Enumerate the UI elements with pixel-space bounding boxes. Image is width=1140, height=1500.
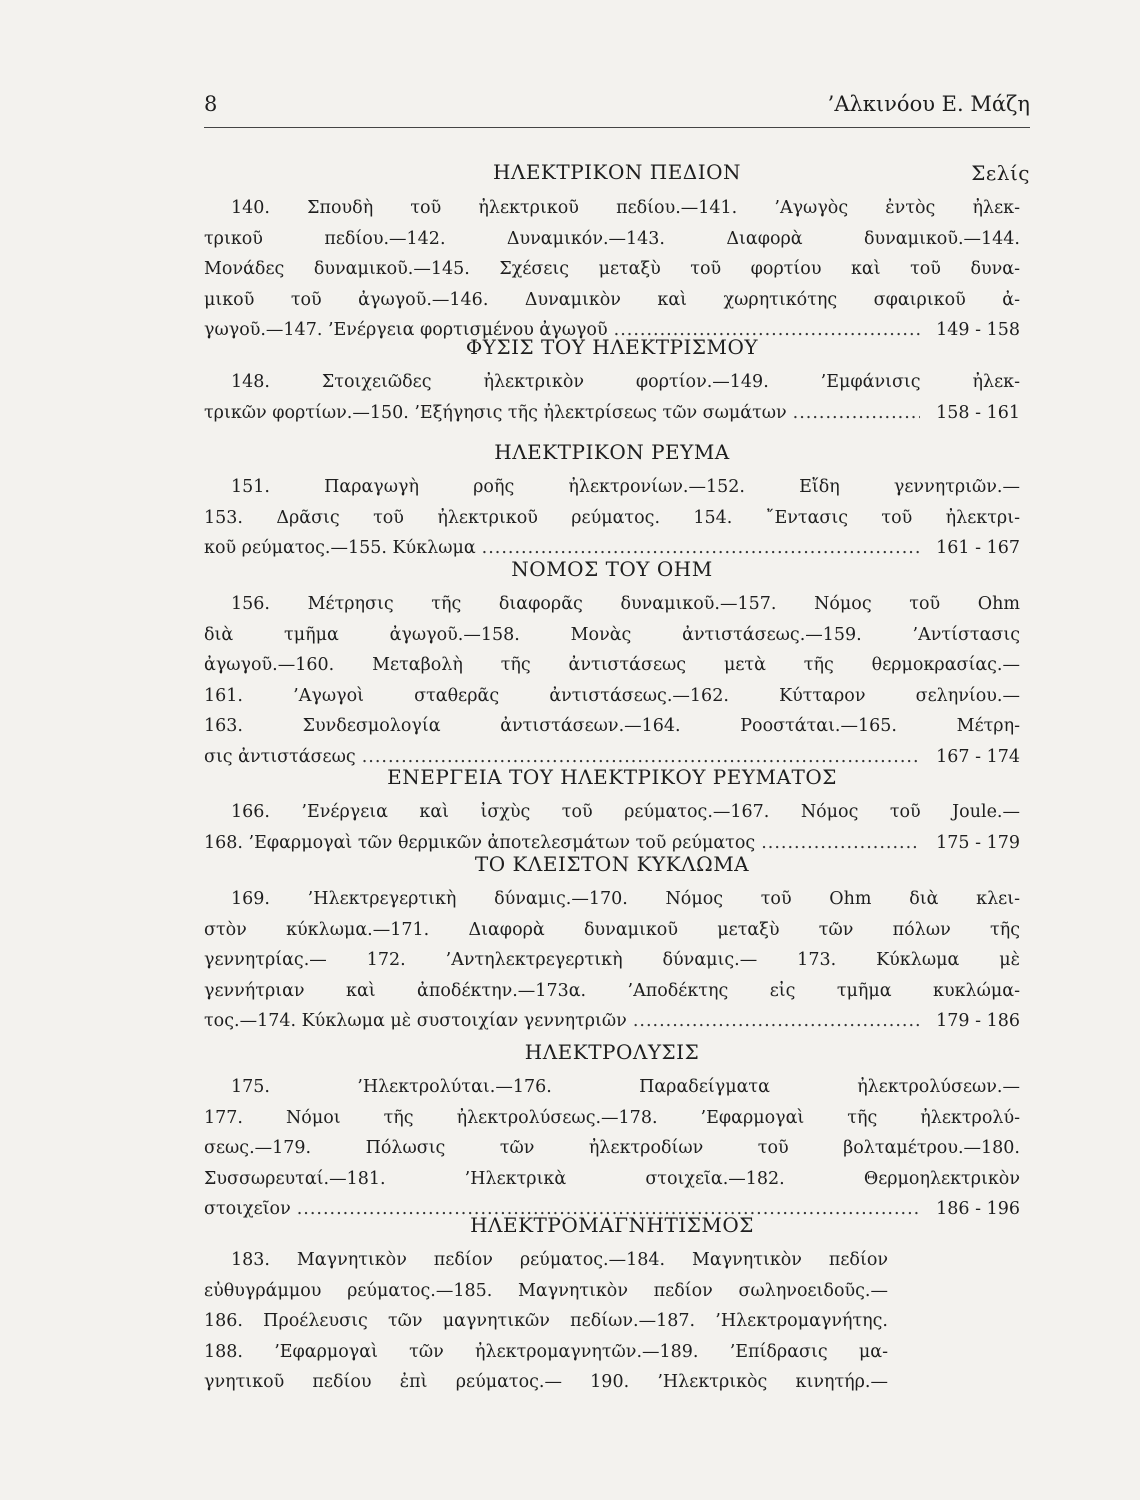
entry-text: Συσσωρευταί.—181. ’Ηλεκτρικὰ στοιχεῖα.—182. Θερμοηλεκτρικὸν (204, 1168, 1020, 1189)
section-entry (204, 193, 1020, 346)
entry-line (204, 1133, 1020, 1164)
section-title: ΗΛΕΚΤΡΟΜΑΓΝΗΤΙΣΜΟΣ (470, 1213, 754, 1237)
entry-text: 169. ’Ηλεκτρεγερτικὴ δύναμις.—170. Νόμος τοῦ Ohm διὰ κλει- (231, 889, 1020, 909)
entry-line (204, 1337, 888, 1368)
page-range: 167 - 174 (936, 746, 1020, 767)
entry-line (204, 620, 1020, 651)
entry-text: 151. Παραγωγὴ ροῆς ἠλεκτρονίων.—152. Εἴδη γεννητριῶν.— (231, 477, 1020, 497)
entry-text: 166. ’Ενέργεια καὶ ἰσχὺς τοῦ ρεύματος.—167. Νόμος τοῦ Joule.— (231, 802, 1020, 822)
page-range: 175 - 179 (936, 832, 1020, 853)
page-range: 179 - 186 (936, 1011, 1020, 1031)
entry-line (204, 945, 1020, 976)
page-range: 161 - 167 (936, 538, 1020, 558)
entry-text: 153. Δρᾶσις τοῦ ἠλεκτρικοῦ ρεύματος. 154. ῎Εντασις τοῦ ἠλεκτρι- (204, 507, 1020, 528)
header-rule (204, 127, 1030, 128)
entry-text: τρικῶν φορτίων.—150. ’Εξήγησις τῆς ἠλεκτρίσεως τῶν σωμάτων (204, 402, 787, 423)
entry-text: 175. ’Ηλεκτρολύται.—176. Παραδείγματα ἠλεκτρολύσεων.— (231, 1077, 1020, 1097)
entry-text: γωγοῦ.—147. ’Ενέργεια φορτισμένου ἀγωγοῦ (204, 320, 608, 340)
section-entry (204, 589, 1020, 772)
entry-text: σεως.—179. Πόλωσις τῶν ἠλεκτροδίων τοῦ βολταμέτρου.—180. (204, 1138, 1020, 1158)
entry-line (204, 1306, 888, 1337)
entry-text: 161. ’Αγωγοὶ σταθερᾶς ἀντιστάσεως.—162. Κύτταρον σεληνίου.— (204, 685, 1020, 706)
entry-text: 156. Μέτρησις τῆς διαφορᾶς δυναμικοῦ.—157. Νόμος τοῦ Ohm (231, 594, 1020, 614)
page-number: 8 (204, 92, 218, 116)
entry-line (204, 1164, 1020, 1195)
entry-text: 183. Μαγνητικὸν πεδίον ρεύματος.—184. Μαγνητικὸν πεδίον (231, 1250, 888, 1270)
dot-leader (793, 398, 920, 429)
entry-line (204, 884, 1020, 915)
entry-text: 186. Προέλευσις τῶν μαγνητικῶν πεδίων.—187. ’Ηλεκτρομαγνήτης. (204, 1311, 888, 1331)
entry-line (204, 193, 1020, 224)
section-title: ΦΥΣΙΣ ΤΟΥ ΗΛΕΚΤΡΙΣΜΟΥ (465, 335, 759, 359)
entry-text: γνητικοῦ πεδίου ἐπὶ ρεύματος.— 190. ’Ηλεκτρικὸς κινητήρ.— (204, 1372, 888, 1392)
section-title: ΝΟΜΟΣ ΤΟΥ ΟΗΜ (511, 557, 713, 581)
entry-line (204, 398, 1020, 429)
entry-line (204, 1103, 1020, 1134)
entry-line (204, 1245, 888, 1276)
entry-text: μικοῦ τοῦ ἀγωγοῦ.—146. Δυναμικὸν καὶ χωρητικότης σφαιρικοῦ ἀ- (204, 289, 1020, 310)
entry-line (204, 681, 1020, 712)
entry-text: κοῦ ρεύματος.—155. Κύκλωμα (204, 538, 476, 558)
entry-text: στοιχεῖον (204, 1199, 291, 1219)
section-title: ΗΛΕΚΤΡΟΛΥΣΙΣ (524, 1040, 700, 1064)
page-range: 149 - 158 (936, 320, 1020, 340)
section-title: ΗΛΕΚΤΡΙΚΟΝ ΠΕΔΙΟΝ Σελίς (492, 160, 1030, 185)
entry-text: τρικοῦ πεδίου.—142. Δυναμικόν.—143. Διαφορὰ δυναμικοῦ.—144. (204, 228, 1020, 249)
entry-text: 140. Σπουδὴ τοῦ ἠλεκτρικοῦ πεδίου.—141. ’Αγωγὸς ἐντὸς ἠλεκ- (231, 198, 1020, 218)
entry-line (204, 367, 1020, 398)
entry-text: διὰ τμῆμα ἀγωγοῦ.—158. Μονὰς ἀντιστάσεως.—159. ’Αντίστασις (204, 624, 1020, 645)
section-entry (204, 884, 1020, 1037)
entry-text: 168. ’Εφαρμογαὶ τῶν θερμικῶν ἀποτελεσμάτων τοῦ ρεύματος (204, 832, 756, 853)
section-title: ΕΝΕΡΓΕΙΑ ΤΟΥ ΗΛΕΚΤΡΙΚΟΥ ΡΕΥΜΑΤΟΣ (387, 765, 837, 789)
entry-text: τος.—174. Κύκλωμα μὲ συστοιχίαν γεννητριῶν (204, 1011, 627, 1031)
entry-text: 148. Στοιχειῶδες ἠλεκτρικὸν φορτίον.—149. ’Εμφάνισις ἠλεκ- (231, 372, 1020, 392)
page-range: 186 - 196 (936, 1199, 1020, 1219)
entry-line (204, 711, 1020, 742)
entry-text: σις ἀντιστάσεως (204, 746, 356, 767)
section-entry (204, 797, 1020, 858)
entry-line (204, 472, 1020, 503)
entry-line (204, 650, 1020, 681)
pages-column-label: Σελίς (971, 161, 1030, 185)
entry-text: γεννήτριαν καὶ ἀποδέκτην.—173α. ’Αποδέκτης εἰς τμῆμα κυκλώμα- (204, 980, 1020, 1001)
section-entry (204, 367, 1020, 428)
running-head: ’Αλκινόου Ε. Μάζη (827, 92, 1030, 116)
entry-line (204, 254, 1020, 285)
entry-text: 163. Συνδεσμολογία ἀντιστάσεων.—164. Ροοστάται.—165. Μέτρη- (204, 716, 1020, 736)
entry-line (204, 503, 1020, 534)
entry-line (204, 224, 1020, 255)
entry-text: στὸν κύκλωμα.—171. Διαφορὰ δυναμικοῦ μεταξὺ τῶν πόλων τῆς (204, 919, 1020, 940)
entry-text: ἀγωγοῦ.—160. Μεταβολὴ τῆς ἀντιστάσεως μετὰ τῆς θερμοκρασίας.— (204, 655, 1020, 675)
entry-line (204, 1006, 1020, 1037)
entry-line (204, 589, 1020, 620)
entry-text: 188. ’Εφαρμογαὶ τῶν ἠλεκτρομαγνητῶν.—189. ’Επίδρασις μα- (204, 1341, 888, 1362)
entry-line (204, 285, 1020, 316)
section-title: ΗΛΕΚΤΡΙΚΟΝ ΡΕΥΜΑ (494, 440, 730, 464)
section-entry (204, 1072, 1020, 1225)
page-range: 158 - 161 (936, 402, 1020, 423)
section-title: ΤΟ ΚΛΕΙΣΤΟΝ ΚΥΚΛΩΜΑ (474, 852, 750, 876)
section-entry (204, 1245, 888, 1398)
entry-line (204, 797, 1020, 828)
entry-line (204, 976, 1020, 1007)
entry-line (204, 1276, 888, 1307)
dot-leader (633, 1006, 920, 1037)
section-entry (204, 472, 1020, 564)
entry-line (204, 915, 1020, 946)
entry-text: 177. Νόμοι τῆς ἠλεκτρολύσεως.—178. ’Εφαρμογαὶ τῆς ἠλεκτρολύ- (204, 1107, 1020, 1128)
entry-line (204, 1072, 1020, 1103)
entry-text: εὐθυγράμμου ρεύματος.—185. Μαγνητικὸν πεδίον σωληνοειδοῦς.— (204, 1280, 888, 1301)
entry-text: γεννητρίας.— 172. ’Αντηλεκτρεγερτικὴ δύναμις.— 173. Κύκλωμα μὲ (204, 950, 1020, 970)
entry-line (204, 1367, 888, 1398)
entry-text: Μονάδες δυναμικοῦ.—145. Σχέσεις μεταξὺ τοῦ φορτίου καὶ τοῦ δυνα- (204, 259, 1020, 279)
